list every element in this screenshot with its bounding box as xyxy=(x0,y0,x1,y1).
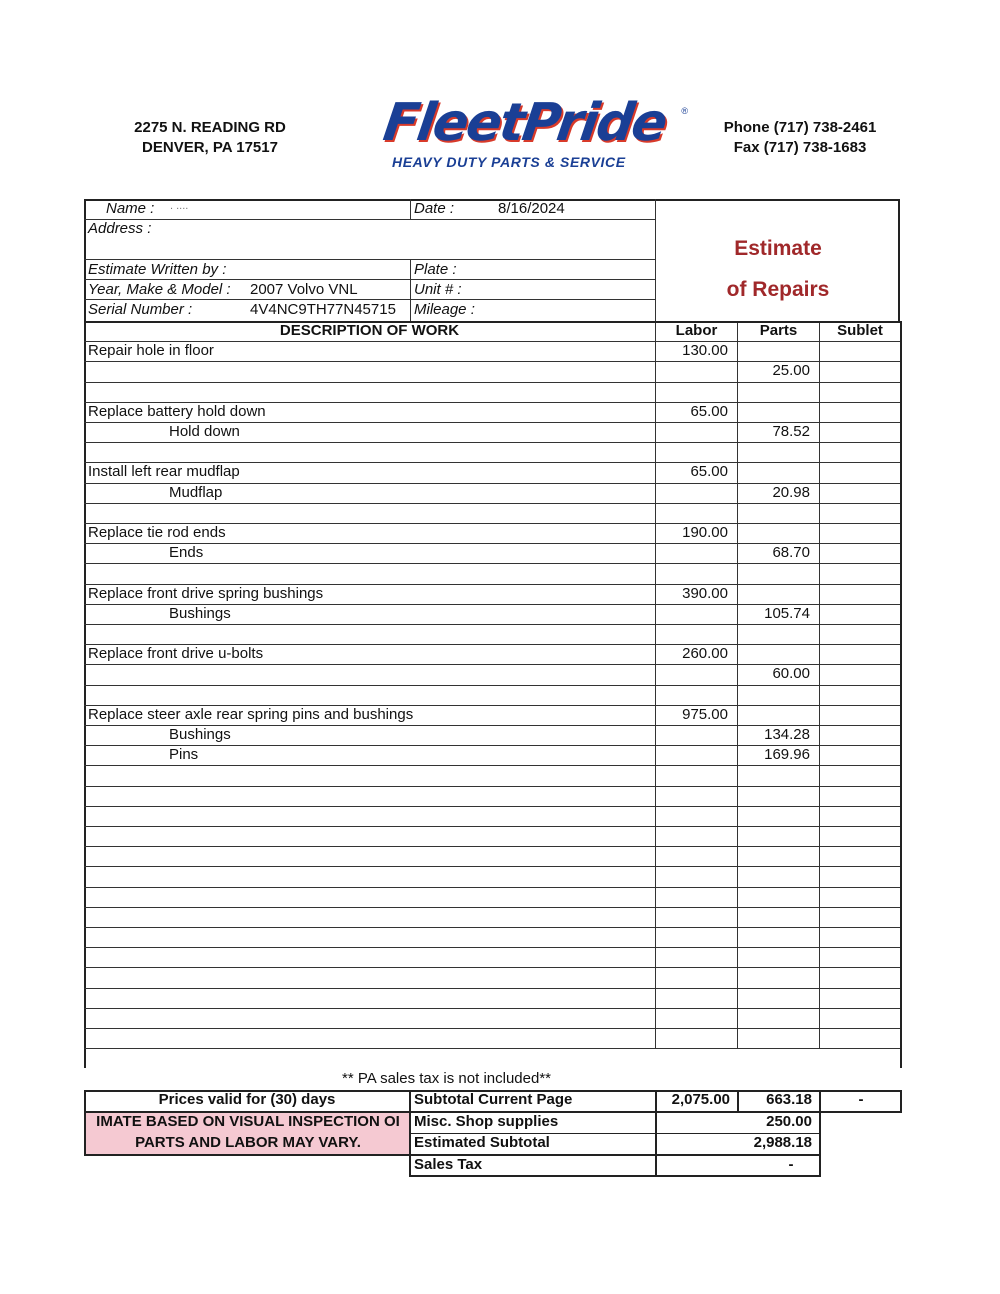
table-row-line xyxy=(84,503,900,504)
table-row-line xyxy=(84,382,900,383)
line-item-description: Replace steer axle rear spring pins and bushings xyxy=(88,706,414,723)
line-item-labor: 130.00 xyxy=(682,342,728,359)
logo-registered-mark: ® xyxy=(681,106,688,116)
phone-number: Phone (717) 738-2461 xyxy=(723,119,877,136)
shop-contact xyxy=(700,118,900,158)
table-row-line xyxy=(84,988,900,989)
table-row-line xyxy=(84,624,900,625)
labor-header: Labor xyxy=(675,322,718,339)
form-title xyxy=(656,228,900,310)
name-label: Name : xyxy=(106,200,155,217)
sublet-header: Sublet xyxy=(837,322,883,339)
line-item-description: Ends xyxy=(169,544,204,561)
prices-valid-note: Prices valid for (30) days xyxy=(158,1091,336,1108)
line-item-parts: 25.00 xyxy=(772,362,810,379)
plate-label: Plate : xyxy=(414,261,457,278)
line-item-parts: 60.00 xyxy=(772,665,810,682)
line-item-parts: 68.70 xyxy=(772,544,810,561)
table-row-line xyxy=(84,967,900,968)
table-row-line xyxy=(84,1028,900,1029)
estimated-subtotal-value: 2,988.18 xyxy=(753,1134,812,1151)
line-item-description: Bushings xyxy=(169,726,231,743)
subtotal-label: Subtotal Current Page xyxy=(414,1091,573,1108)
line-item-parts: 78.52 xyxy=(772,423,810,440)
table-border-left xyxy=(84,321,86,1068)
form-title-line-1: Estimate xyxy=(734,237,822,260)
fax-number: Fax (717) 738-1683 xyxy=(733,139,867,156)
line-item-description: Replace battery hold down xyxy=(88,403,266,420)
divider xyxy=(737,1090,739,1113)
notice-line-2: PARTS AND LABOR MAY VARY. xyxy=(135,1134,361,1151)
table-row-line xyxy=(84,846,900,847)
line-item-description: Repair hole in floor xyxy=(88,342,214,359)
line-item-parts: 134.28 xyxy=(764,726,810,743)
line-item-labor: 390.00 xyxy=(682,585,728,602)
shop-address xyxy=(100,118,320,158)
divider xyxy=(819,1090,821,1113)
line-item-labor: 260.00 xyxy=(682,645,728,662)
line-item-labor: 65.00 xyxy=(690,403,728,420)
table-row-line xyxy=(84,765,900,766)
line-item-parts: 105.74 xyxy=(764,605,810,622)
subtotal-parts: 663.18 xyxy=(766,1091,812,1108)
line-item-description: Replace front drive u-bolts xyxy=(88,645,264,662)
sales-tax-label: Sales Tax xyxy=(414,1156,483,1173)
misc-supplies-label: Misc. Shop supplies xyxy=(414,1113,559,1130)
subtotal-labor: 2,075.00 xyxy=(671,1091,730,1108)
ymm-label: Year, Make & Model : xyxy=(88,281,231,298)
address-line-1: 2275 N. READING RD xyxy=(134,119,286,136)
form-title-line-2: of Repairs xyxy=(726,278,830,301)
line-item-description: Replace front drive spring bushings xyxy=(88,585,324,602)
table-row-line xyxy=(84,1048,900,1049)
line-item-description: Install left rear mudflap xyxy=(88,463,240,480)
divider xyxy=(84,219,655,220)
logo-tagline: HEAVY DUTY PARTS & SERVICE xyxy=(392,154,626,170)
line-item-parts: 20.98 xyxy=(772,484,810,501)
table-border-right xyxy=(900,321,902,1068)
written-by-label: Estimate Written by : xyxy=(88,261,227,278)
line-item-labor: 65.00 xyxy=(690,463,728,480)
line-item-description: Hold down xyxy=(169,423,240,440)
divider xyxy=(84,299,655,300)
ymm-value: 2007 Volvo VNL xyxy=(250,281,358,298)
divider xyxy=(84,1113,86,1155)
subtotal-sublet: - xyxy=(858,1091,864,1108)
table-row-line xyxy=(84,947,900,948)
table-row-line xyxy=(84,826,900,827)
table-row-line xyxy=(84,887,900,888)
parts-header: Parts xyxy=(759,322,798,339)
line-item-parts: 169.96 xyxy=(764,746,810,763)
line-item-description: Replace tie rod ends xyxy=(88,524,226,541)
table-row-line xyxy=(84,786,900,787)
misc-supplies-value: 250.00 xyxy=(766,1113,812,1130)
table-row-line xyxy=(84,907,900,908)
address-line-2: DENVER, PA 17517 xyxy=(142,139,278,156)
table-row-line xyxy=(84,927,900,928)
divider xyxy=(84,1154,410,1156)
description-header: DESCRIPTION OF WORK xyxy=(279,322,460,339)
table-row-line xyxy=(84,806,900,807)
mileage-label: Mileage : xyxy=(414,301,475,318)
table-row-line xyxy=(84,442,900,443)
table-row-line xyxy=(84,563,900,564)
line-item-description: Pins xyxy=(169,746,199,763)
fleetpride-logo xyxy=(380,92,690,178)
date-value: 8/16/2024 xyxy=(498,200,565,217)
address-label: Address : xyxy=(88,220,152,237)
line-item-description: Mudflap xyxy=(169,484,223,501)
tax-note: ** PA sales tax is not included** xyxy=(341,1070,551,1087)
unit-label: Unit # : xyxy=(414,281,462,298)
table-row-line xyxy=(84,685,900,686)
notice-line-1: IMATE BASED ON VISUAL INSPECTION OI xyxy=(96,1113,400,1130)
line-item-description: Bushings xyxy=(169,605,231,622)
divider xyxy=(84,279,655,280)
date-label: Date : xyxy=(414,200,455,217)
line-item-labor: 190.00 xyxy=(682,524,728,541)
table-row-line xyxy=(84,866,900,867)
estimated-subtotal-label: Estimated Subtotal xyxy=(414,1134,550,1151)
logo-wordmark: FleetPride xyxy=(379,93,670,153)
name-value: . .... xyxy=(170,200,189,212)
line-item-labor: 975.00 xyxy=(682,706,728,723)
serial-value: 4V4NC9TH77N45715 xyxy=(250,301,396,318)
serial-label: Serial Number : xyxy=(88,301,193,318)
sales-tax-value: - xyxy=(788,1156,794,1173)
divider xyxy=(410,199,411,219)
divider xyxy=(410,259,411,321)
divider xyxy=(84,259,655,260)
table-row-line xyxy=(84,1008,900,1009)
